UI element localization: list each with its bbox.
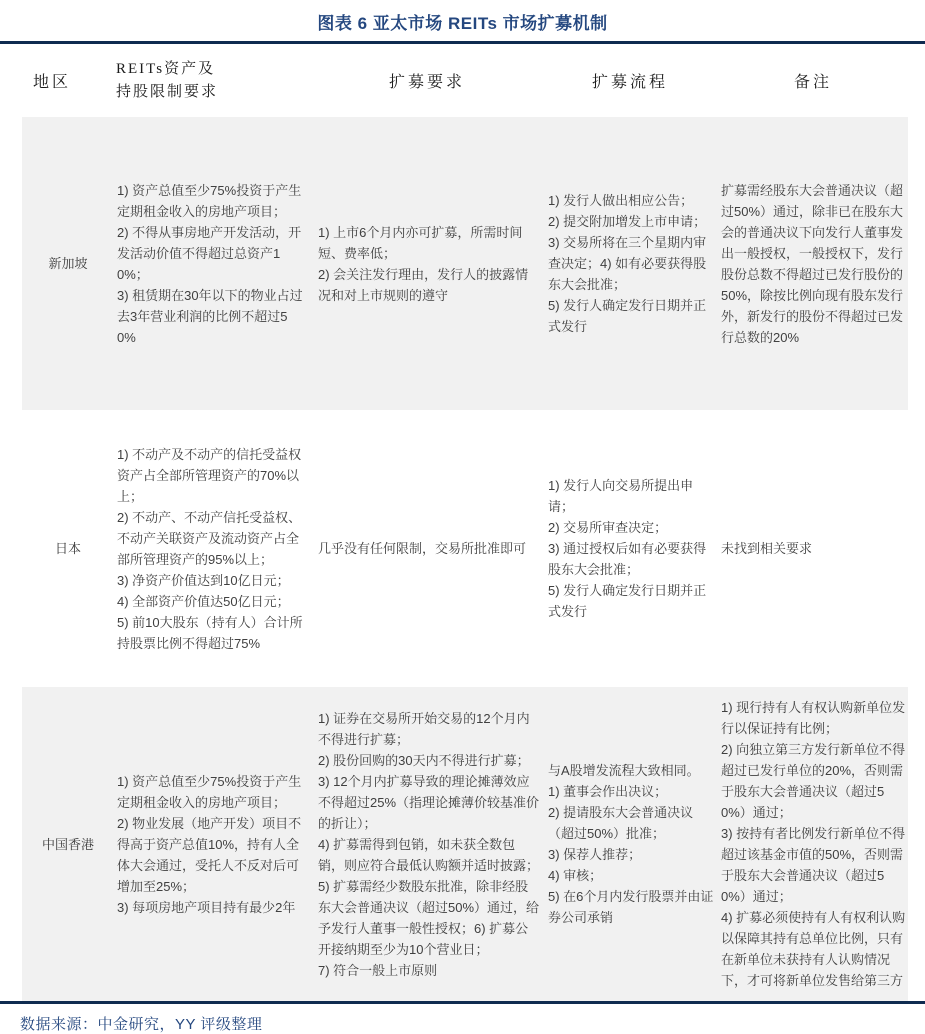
cell-paragraph: 4) 全部资产价值达50亿日元； (117, 593, 290, 609)
cell-paragraph: 3) 通过授权后如有必要获得股东大会批准； (548, 541, 707, 577)
cell-paragraph: 1) 不动产及不动产的信托受益权资产占全部所管理资产的70%以上； (117, 446, 302, 504)
bottom-rule (0, 1001, 925, 1004)
cell-paragraph: 1) 上市6个月内亦可扩募，所需时间短、费率低； (318, 224, 523, 261)
header-notes: 备注 (718, 44, 908, 117)
cell-paragraph: 1) 资产总值至少75%投资于产生定期租金收入的房地产项目； (117, 182, 302, 219)
cell-paragraph: 3) 交易所将在三个星期内审查决定；4) 如有必要获得股东大会批准； (548, 235, 707, 292)
cell-paragraph: 7) 符合一般上市原则 (318, 962, 438, 978)
region-label: 中国香港 (22, 687, 114, 1001)
cell-paragraph: 3) 净资产价值达到10亿日元； (117, 572, 290, 588)
cell-paragraph: 4) 审核； (548, 868, 603, 883)
data-source: 数据来源：中金研究，YY 评级整理 (20, 1016, 263, 1033)
cell-paragraph: 2) 不动产、不动产信托受益权、不动产关联资产及流动资产占全部所管理资产的95%以上； (117, 509, 302, 567)
cell-requirements (312, 410, 542, 687)
cell-process (542, 687, 718, 1001)
header-restrictions (114, 44, 312, 117)
header-process: 扩募流程 (542, 44, 718, 117)
cell-requirements (312, 687, 542, 1001)
cell-paragraph: 5) 发行人确定发行日期并正式发行 (548, 583, 707, 619)
cell-paragraph: 2) 股份回购的30天内不得进行扩募； (318, 752, 530, 768)
cell-requirements (312, 117, 542, 410)
cell-paragraph: 1) 发行人做出相应公告； (548, 193, 694, 208)
cell-paragraph: 3) 每项房地产项目持有最少2年 (117, 899, 296, 915)
cell-restrictions (114, 410, 312, 687)
cell-paragraph: 5) 发行人确定发行日期并正式发行 (548, 298, 707, 334)
header-requirements: 扩募要求 (312, 44, 542, 117)
region-label: 新加坡 (22, 117, 114, 410)
cell-paragraph: 4) 扩募必须使持有人有权利认购以保障其持有总单位比例，只有在新单位未获持有人认购情况下，才可将新单位发售给第三方 (721, 910, 906, 988)
cell-paragraph: 扩募需经股东大会普通决议（超过50%）通过，除非已在股东大会的普通决议下向发行人董事发出一般授权，一般授权下，发行股份总数不得超过已发行股份的50%，除按比例向现有股东发行外，新发行的股份不得超过已发行总数的20% (721, 182, 904, 345)
cell-paragraph: 1) 现行持有人有权认购新单位发行以保证持有比例； (721, 700, 906, 736)
table-row-hongkong (22, 687, 908, 1001)
cell-paragraph: 5) 前10大股东（持有人）合计所持股票比例不得超过75% (117, 614, 303, 651)
reits-expansion-table (22, 44, 908, 1001)
cell-paragraph: 1) 证券在交易所开始交易的12个月内不得进行扩募； (318, 710, 530, 747)
cell-paragraph: 1) 发行人向交易所提出申请； (548, 478, 694, 514)
cell-notes (718, 687, 908, 1001)
cell-paragraph: 2) 会关注发行理由，发行人的披露情况和对上市规则的遵守 (318, 266, 529, 303)
table-row-japan (22, 410, 908, 687)
cell-restrictions (114, 117, 312, 410)
region-label: 日本 (54, 541, 81, 556)
cell-notes (718, 117, 908, 410)
table-row-singapore (22, 117, 908, 410)
header-row (22, 44, 908, 117)
header-restrictions-line1: REITs资产及 (116, 60, 216, 77)
cell-paragraph: 2) 不得从事房地产开发活动，开发活动价值不得超过总资产10%； (117, 224, 302, 282)
header-restrictions-line2: 持股限制要求 (116, 83, 219, 100)
cell-paragraph: 3) 12个月内扩募导致的理论摊薄效应不得超过25%（指理论摊薄价较基准价的折让）； (318, 773, 540, 831)
cell-restrictions (114, 687, 312, 1001)
cell-paragraph: 几乎没有任何限制，交易所批准即可 (318, 541, 527, 556)
cell-paragraph: 5) 扩募需经少数股东批准，除非经股东大会普通决议（超过50%）通过，给予发行人董事一般性授权；6) 扩募公开接纳期至少为10个营业日； (318, 878, 540, 957)
cell-paragraph: 5) 在6个月内发行股票并由证券公司承销 (548, 889, 714, 925)
cell-paragraph: 4) 扩募需得到包销，如未获全数包销，则应符合最低认购额并适时披露； (318, 836, 540, 873)
cell-process (542, 117, 718, 410)
cell-paragraph: 1) 资产总值至少75%投资于产生定期租金收入的房地产项目； (117, 773, 302, 810)
cell-paragraph: 1) 董事会作出决议； (548, 784, 668, 799)
cell-paragraph: 2) 提交附加增发上市申请； (548, 214, 707, 229)
cell-paragraph: 2) 交易所审查决定； (548, 520, 668, 535)
cell-process (542, 410, 718, 687)
cell-paragraph: 3) 保荐人推荐； (548, 847, 642, 862)
figure-title: 图表 6 亚太市场 REITs 市场扩募机制 (317, 14, 608, 33)
cell-paragraph: 未找到相关要求 (721, 541, 813, 556)
cell-paragraph: 2) 向独立第三方发行新单位不得超过已发行单位的20%，否则需于股东大会普通决议（超过50%）通过； (721, 742, 906, 820)
cell-paragraph: 2) 提请股东大会普通决议（超过50%）批准； (548, 805, 694, 841)
header-region: 地区 (22, 44, 114, 117)
cell-paragraph: 3) 按持有者比例发行新单位不得超过该基金市值的50%，否则需于股东大会普通决议（超过50%）通过； (721, 826, 906, 904)
cell-paragraph: 2) 物业发展（地产开发）项目不得高于资产总值10%，持有人全体大会通过，受托人不反对后可增加至25%； (117, 815, 302, 894)
cell-paragraph: 3) 租赁期在30年以下的物业占过去3年营业利润的比例不超过50% (117, 287, 303, 345)
cell-notes (718, 410, 908, 687)
cell-paragraph: 与A股增发流程大致相同。 (548, 763, 700, 778)
